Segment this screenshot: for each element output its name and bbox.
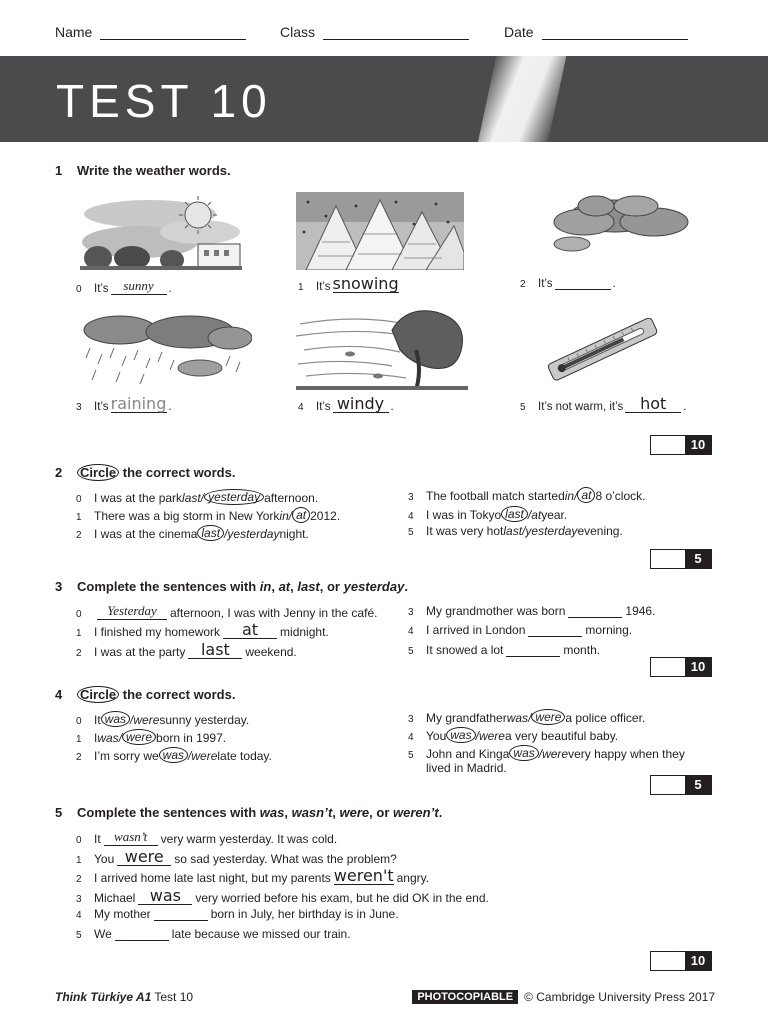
score-box-1: 10 (650, 435, 712, 455)
footer (55, 990, 715, 1004)
date-line[interactable] (542, 26, 688, 40)
option[interactable]: yesterday (227, 527, 280, 541)
cloudy-picture (536, 192, 692, 254)
s2-item-2: 2 I was at the cinema last / yesterday night. (76, 526, 309, 541)
answer-blank[interactable] (555, 289, 611, 290)
score-box-2: 5 (650, 549, 712, 569)
option[interactable]: was (506, 711, 529, 725)
answer-blank[interactable]: at (223, 622, 277, 639)
book-title: Think Türkiye A1 (55, 990, 152, 1004)
hot-picture (544, 318, 662, 382)
score-input[interactable] (651, 952, 685, 970)
option[interactable]: were (133, 713, 160, 727)
answer-blank[interactable] (568, 617, 622, 618)
header-fields (55, 24, 715, 44)
weather-item-2: 2 It’s . (520, 278, 616, 290)
option[interactable]: was (446, 727, 475, 743)
s3-item-3: 3 My grandmother was born 1946. (408, 604, 656, 618)
s3-item-2: 2 I was at the party last weekend. (76, 640, 297, 659)
s3-item-1: 1 I finished my homework at midnight. (76, 620, 329, 639)
s3-item-0: 0 Yesterday afternoon, I was with Jenny in the café. (76, 603, 378, 620)
section5-title: 5 Complete the sentences with was, wasn’t, were, or weren’t. (55, 805, 443, 820)
option[interactable]: were (122, 729, 156, 745)
section3-title: 3 Complete the sentences with in, at, last, or yesterday. (55, 579, 408, 594)
raining-picture (80, 312, 252, 386)
section2-title: 2 Circle the correct words. (55, 465, 236, 480)
score-box-5: 10 (650, 951, 712, 971)
answer-blank[interactable] (115, 940, 169, 941)
answer-blank[interactable]: windy (333, 396, 389, 413)
option[interactable]: last (501, 506, 528, 522)
option[interactable]: at (292, 507, 310, 523)
option[interactable]: in (279, 509, 289, 523)
option[interactable]: was (97, 731, 119, 745)
score-input[interactable] (651, 658, 685, 676)
s2-item-1: 1 There was a big storm in New York in / at 2012. (76, 508, 341, 523)
s3-item-4: 4 I arrived in London morning. (408, 623, 633, 637)
weather-item-5: 5 It’s not warm, it’s hot . (520, 394, 687, 413)
s4-item-1: 1 I was / were born in 1997. (76, 730, 227, 745)
option[interactable]: in (564, 489, 575, 503)
weather-item-1: 1 It’s snowing (298, 274, 399, 293)
name-field[interactable] (55, 24, 246, 40)
sunny-picture (80, 192, 242, 270)
s4-item-5: 5 John and Kinga was / were very happy when they (408, 746, 685, 761)
option[interactable]: at (577, 487, 595, 503)
option[interactable]: were (531, 709, 565, 725)
weather-item-3: 3 It’s raining . (76, 394, 172, 413)
s5-item-4: 4 My mother born in July, her birthday is in June. (76, 907, 399, 921)
answer-blank[interactable]: were (117, 849, 171, 866)
score-input[interactable] (651, 550, 685, 568)
name-label: Name (55, 24, 93, 40)
s5-item-1: 1 You were so sad yesterday. What was the problem? (76, 847, 397, 866)
answer-blank[interactable]: snowing (332, 274, 399, 293)
section4-title: 4 Circle the correct words. (55, 687, 236, 702)
option[interactable]: yesterday (525, 524, 578, 538)
s4-item-5-line2: lived in Madrid. (426, 761, 507, 775)
option[interactable]: yesterday (204, 489, 264, 505)
score-input[interactable] (651, 436, 685, 454)
date-field[interactable] (504, 24, 688, 40)
option[interactable]: last (197, 525, 224, 541)
s2-item-5: 5 It was very hot last / yesterday evening. (408, 524, 623, 538)
answer-blank[interactable] (506, 656, 560, 657)
answer-blank[interactable]: weren't (333, 866, 394, 885)
weather-item-0: 0 It’s sunny . (76, 278, 172, 295)
s5-item-3: 3 Michael was very worried before his exam, but he did OK in the end. (76, 886, 489, 905)
option[interactable]: was (509, 745, 538, 761)
answer-blank[interactable]: last (188, 642, 242, 659)
title-banner (0, 56, 768, 142)
s4-item-2: 2 I’m sorry we was / were late today. (76, 748, 272, 763)
answer-blank[interactable]: wasn’t (104, 829, 158, 846)
s3-item-5: 5 It snowed a lot month. (408, 643, 601, 657)
s5-item-2: 2 I arrived home late last night, but my parents weren't angry. (76, 866, 430, 885)
score-box-4: 5 (650, 775, 712, 795)
class-field[interactable] (280, 24, 469, 40)
s2-item-4: 4 I was in Tokyo last / at year. (408, 507, 568, 522)
class-line[interactable] (323, 26, 469, 40)
s5-item-5: 5 We late because we missed our train. (76, 927, 351, 941)
option[interactable]: were (542, 747, 569, 761)
answer-blank[interactable]: was (138, 888, 192, 905)
answer-blank[interactable]: hot (625, 396, 681, 413)
option[interactable]: at (531, 508, 542, 522)
option[interactable]: was (101, 711, 130, 727)
copyright: © Cambridge University Press 2017 (524, 990, 715, 1004)
date-label: Date (504, 24, 534, 40)
test-title: TEST 10 (56, 75, 272, 127)
option[interactable]: was (159, 747, 188, 763)
section1-title: 1 Write the weather words. (55, 163, 231, 178)
s4-item-3: 3 My grandfather was / were a police officer. (408, 710, 646, 725)
answer-blank[interactable]: sunny (111, 278, 167, 295)
class-label: Class (280, 24, 316, 40)
s2-item-0: 0 I was at the park last / yesterday afternoon. (76, 490, 319, 505)
answer-blank[interactable] (528, 636, 582, 637)
weather-item-4: 4 It’s windy . (298, 394, 394, 413)
photocopiable-badge: PHOTOCOPIABLE (412, 990, 518, 1004)
name-line[interactable] (100, 26, 246, 40)
answer-blank[interactable] (154, 920, 208, 921)
windy-picture (296, 306, 468, 390)
score-box-3: 10 (650, 657, 712, 677)
score-input[interactable] (651, 776, 685, 794)
test-label: Test 10 (154, 990, 194, 1004)
answer-blank[interactable]: raining (110, 394, 167, 413)
s2-item-3: 3 The football match started in / at 8 o’clock. (408, 488, 646, 503)
option[interactable]: last (182, 491, 201, 505)
snowing-picture (296, 192, 464, 270)
option[interactable]: were (191, 749, 218, 763)
s4-item-4: 4 You was / were a very beautiful baby. (408, 728, 619, 743)
answer-blank[interactable]: Yesterday (97, 603, 167, 620)
option[interactable]: last (503, 524, 523, 538)
option[interactable]: were (478, 729, 505, 743)
s5-item-0: 0 It wasn’t very warm yesterday. It was cold. (76, 829, 338, 846)
footer-right (412, 990, 715, 1004)
s4-item-0: 0 It was / were sunny yesterday. (76, 712, 250, 727)
